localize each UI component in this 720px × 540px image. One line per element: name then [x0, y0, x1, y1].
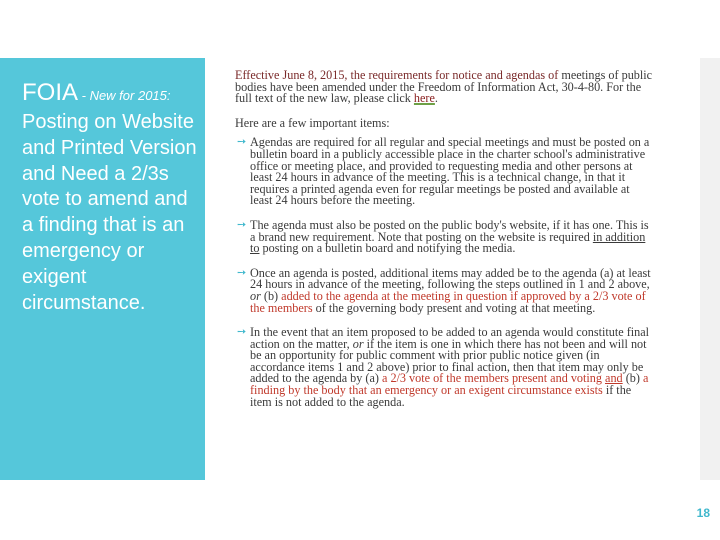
bullet-text: Once an agenda is posted, additional items may added be to the agenda (a) at least 24 hours in advance of the meeting, following the steps outlined in 1 and 2 above,: [250, 265, 651, 292]
list-item: [235, 137, 653, 207]
bullet-text: Agendas are required for all regular and special meetings and must be posted on a bulletin board in a publicly accessible place in the charter school's administrative office or meeting place, and provided to requesting media and other persons at least 24 hours in advance of the meeting. This is a technical change, in that it requires a printed agenda even for regular meetings be posted and available at least 24 hours before the meeting.: [250, 135, 650, 208]
here-link[interactable]: here: [413, 91, 435, 106]
content-body: [235, 70, 653, 421]
page-number: 18: [696, 506, 710, 520]
bullet-highlight: added to the agenda at the meeting in question if approved by a 2/3 vote of the members: [250, 288, 646, 315]
bullet-highlight: a finding by the body that an emergency or an exigent circumstance exists: [250, 371, 649, 398]
title-main: FOIA: [22, 79, 79, 106]
top-band: [0, 0, 720, 58]
bullet-arrow-icon: ➙: [237, 325, 247, 339]
intro-paragraph: [235, 70, 653, 105]
bullet-text: (b): [622, 371, 643, 386]
bullet-emphasis: or: [250, 288, 261, 303]
intro-end: .: [434, 91, 438, 106]
bullet-text: of the governing body present and voting at that meeting.: [312, 300, 596, 315]
bullet-text: if the item is one in which there has not been and will not be an opportunity for public comment with prior public notice given (in accordance items 1 and 2 above) prior to final action, then that item may only be added to the agenda by (a): [250, 336, 647, 386]
bullet-text: The agenda must also be posted on the public body's website, if it has one. This is a brand new requirement. Note that posting on the website is required: [250, 217, 649, 244]
bullet-list: [235, 137, 653, 408]
bullet-highlight: and: [605, 371, 623, 386]
lead-text: Here are a few important items:: [235, 115, 390, 130]
bullet-text: (b): [260, 288, 282, 303]
right-stripe: [700, 58, 720, 480]
title-body: Posting on Website and Printed Version and Need a 2/3s vote to amend and a finding that is an emergency or exigent circumstance.: [22, 111, 197, 314]
bullet-highlight: a 2/3 vote of the members present and voting: [381, 371, 602, 386]
list-item: [235, 217, 653, 256]
list-item: [235, 265, 653, 315]
bullet-arrow-icon: ➙: [237, 135, 247, 149]
slide-title: [22, 80, 202, 316]
intro-body: meetings of public bodies have been amended under the Freedom of Information Act, 30-4-80. For the full text of the new law, please click: [235, 68, 653, 106]
bullet-text: posting on a bulletin board and notifying the media.: [259, 241, 516, 256]
bullet-arrow-icon: ➙: [237, 217, 247, 231]
bullet-emphasis: or: [352, 336, 364, 351]
title-sub: - New for 2015:: [78, 88, 171, 103]
intro-head: Effective June 8, 2015, the requirements for notice and agendas of: [235, 68, 559, 82]
list-item: [235, 327, 653, 408]
bullet-arrow-icon: ➙: [237, 265, 247, 279]
bullet-text: if the item is not added to the agenda.: [250, 383, 632, 409]
bullet-emphasis: in addition to: [250, 229, 646, 256]
bullet-text: In the event that an item proposed to be added to an agenda would constitute final action on the matter,: [250, 325, 650, 351]
